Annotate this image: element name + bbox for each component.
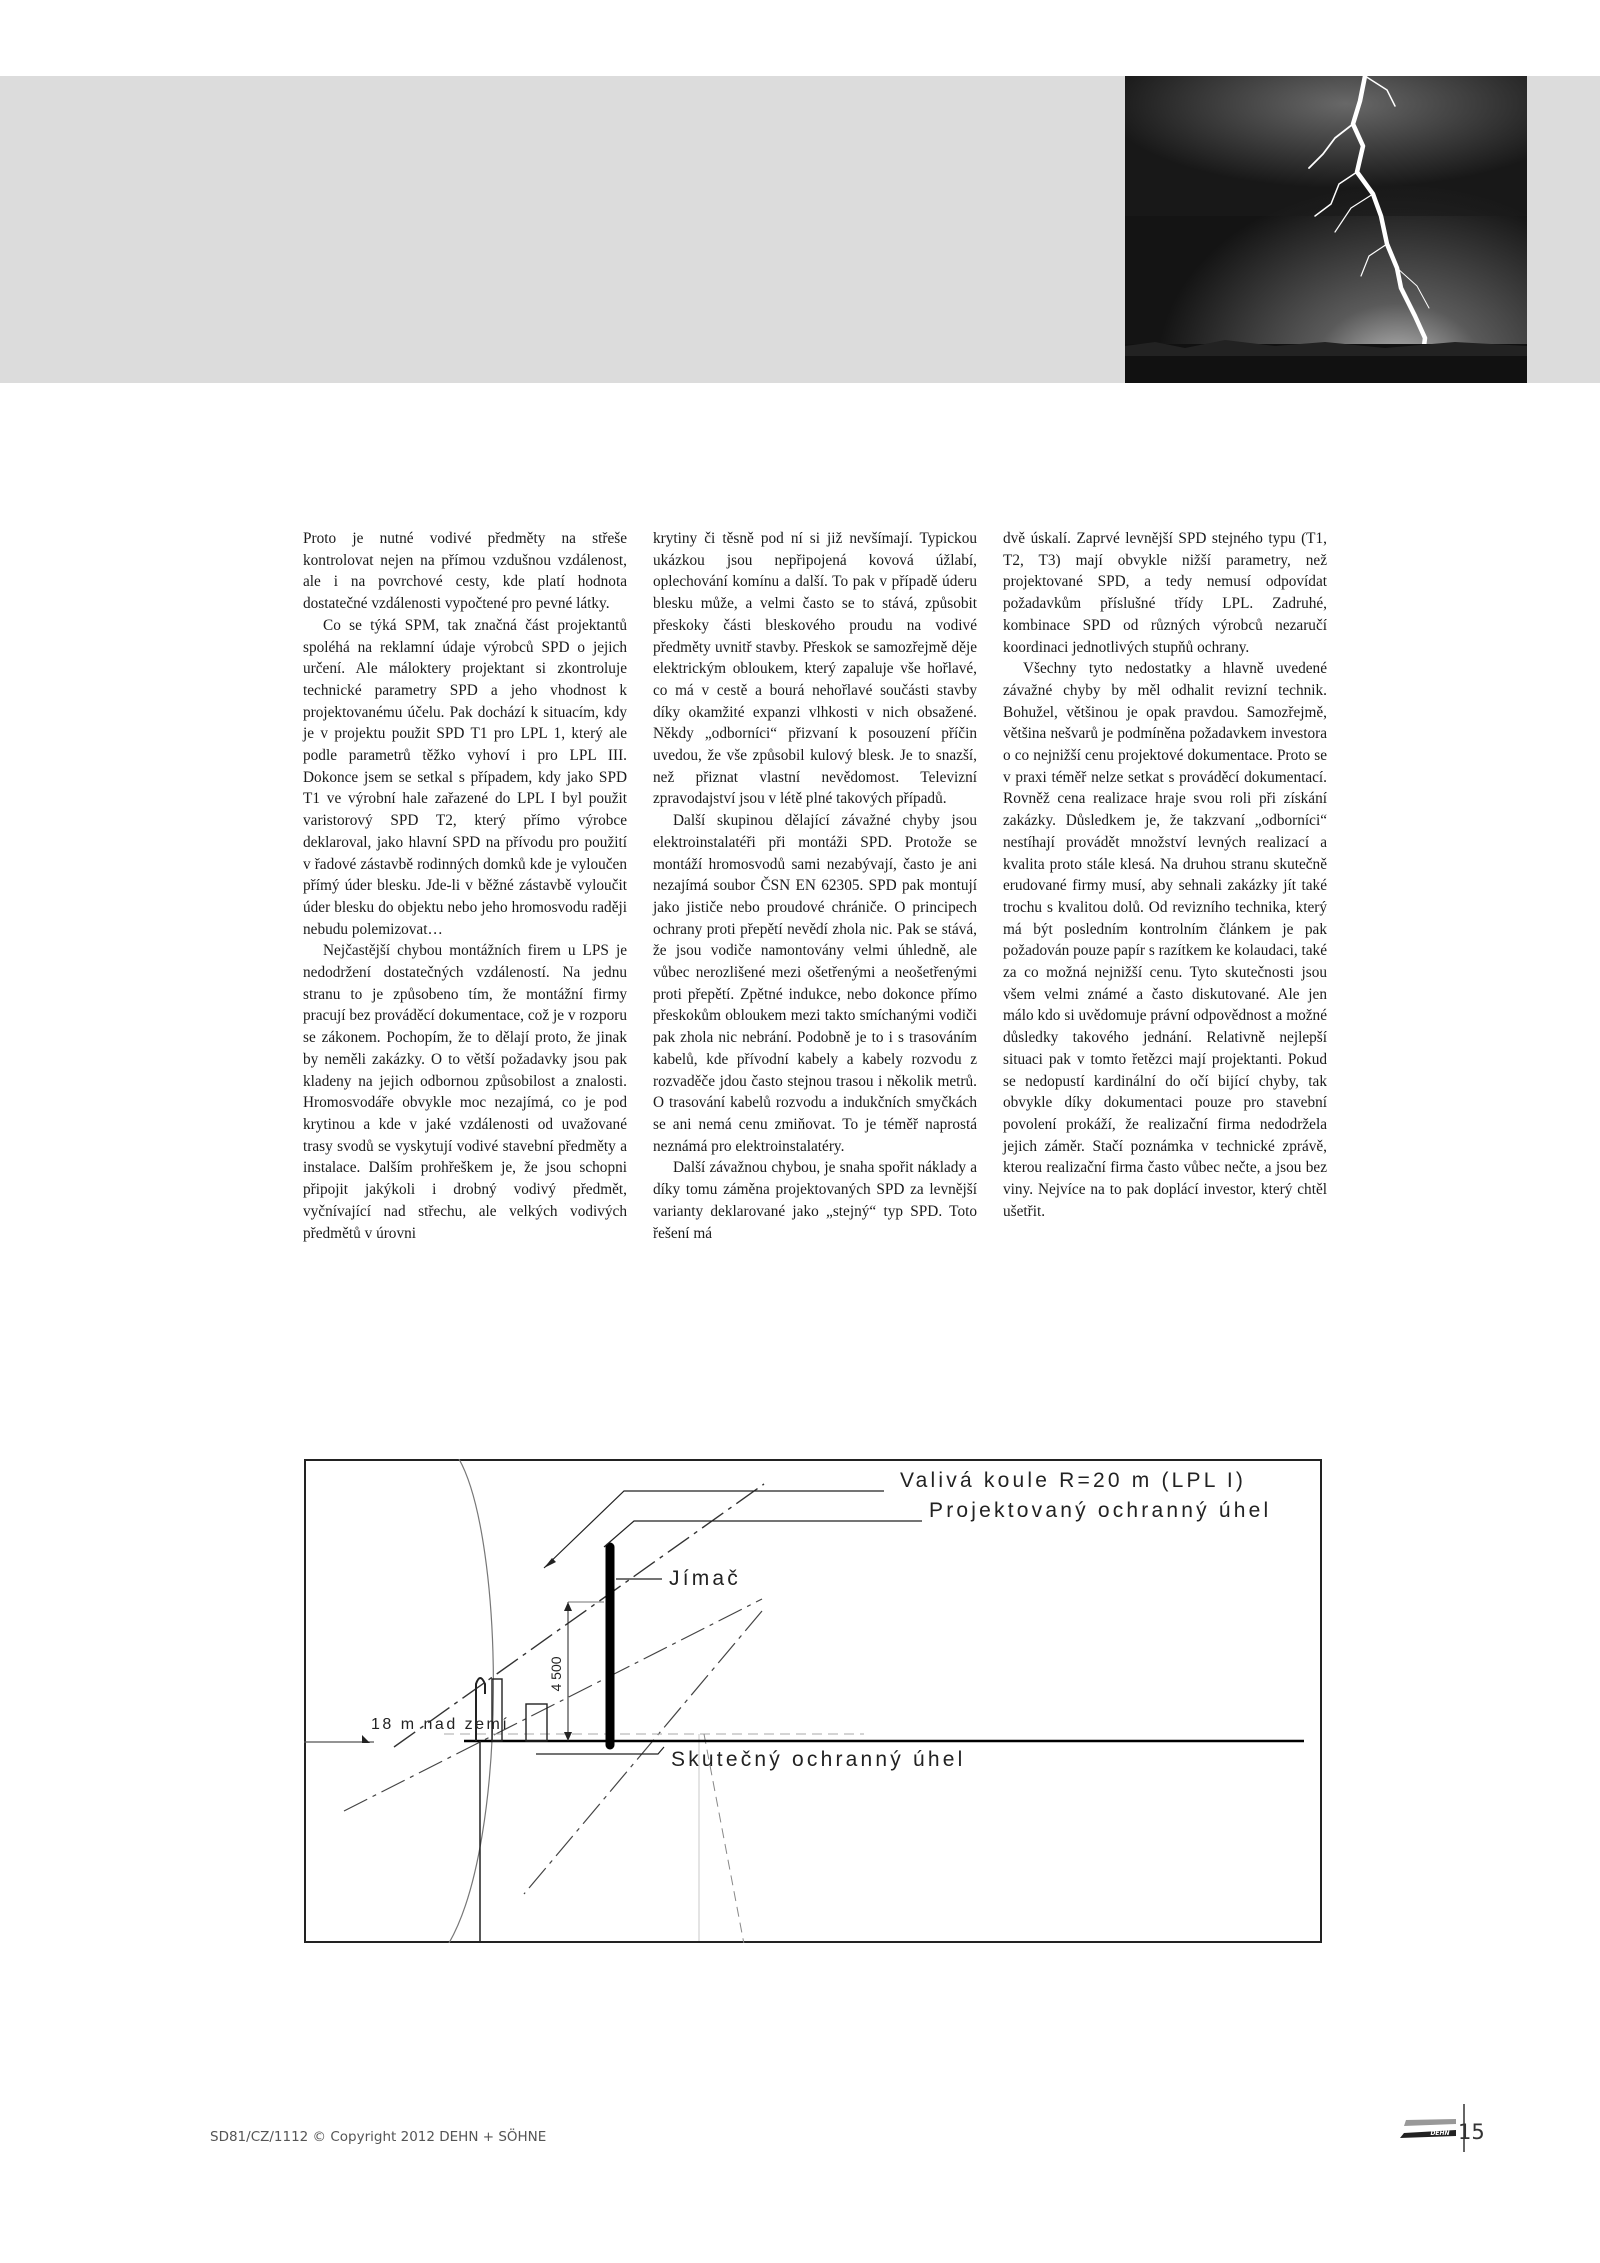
footer-copyright: SD81/CZ/1112 © Copyright 2012 DEHN + SÖHNE xyxy=(210,2129,547,2145)
label-air-terminal: Jímač xyxy=(669,1567,742,1590)
text-column-3 xyxy=(1003,528,1327,1223)
text-column-2 xyxy=(653,528,977,1244)
lightning-photo xyxy=(1125,76,1527,383)
label-rolling-sphere: Valivá koule R=20 m (LPL I) xyxy=(900,1469,1247,1492)
paragraph: Co se týká SPM, tak značná část projektantů spoléhá na reklamní údaje výrobců SPD o jejich určení. Ale máloktery projektant si zkontroluje technické parametry SPD a jeho vhodnost k projektovanému účelu. Pak dochází k situacím, kdy je v projektu použit SPD T1 pro LPL 1, který ale podle parametrů těžko vyhoví i pro LPL III. Dokonce jsem se setkal s případem, kdy jako SPD T1 ve výrobní hale zařazené do LPL I byl použit varistorový SPD T2, který přímo výrobce deklaroval, jako hlavní SPD na přívodu pro použití v řadové zástavbě rodinných domků kde je vyloučen přímý úder blesku. Jde-li v běžné zástavbě vyloučit úder blesku do objektu nebo jeho hromosvodu raději nebudu polemizovat… xyxy=(303,616,627,938)
dehn-logo-text: DEHN xyxy=(1430,2130,1450,2137)
paragraph: Další skupinou dělající závažné chyby jsou elektroinstalatéři při montáži SPD. Protože se montáží hromosvodů sami nezabývají, často je ani nezajímá soubor ČSN EN 62305. SPD pak montují jako jističe nebo proudové chrániče. O principech ochrany proti přepětí nevědí zhola nic. Pak se stává, že jsou vodiče namontovány velmi úhledně, ale vůbec nerozlišené mezi ošetřenými a neošetřenými proti přepětí. Zpětné indukce, nebo dokonce přímo přeskokům obloukem mezi takto smíchanými vodiči pak zhola nic nebrání. Podobně je to i s trasováním kabelů, kde přívodní kabely a kabely rozvodu z rozvaděče jdou často stejnou trasou i několik metrů. O trasování kabelů rozvodu a indukčních smyčkách se ani nemá cenu zmiňovat. To je téměř naprostá neznámá pro elektroinstalatéry. xyxy=(653,812,977,1155)
label-height: 18 m nad zemí xyxy=(371,1716,510,1733)
dimension-label: 4 500 xyxy=(548,1656,564,1692)
paragraph: krytiny či těsně pod ní si již nevšímají. Typickou ukázkou jsou nepřipojená kovová úžlabí, oplechování komínu a další. To pak v případě úderu blesku může, a velmi často se to stává, způsobit přeskoky části bleskového proudu na vodivé předměty uvnitř stavby. Přeskok se samozřejmě děje elektrickým obloukem, který zapaluje vše hořlavé, co má v cestě a bourá nehořlavé součásti stavby díky okamžité expanzi vlhkosti v nich obsažené. Někdy „odborníci“ přizvaní k posouzení příčin uvedou, že vše způsobil kulový blesk. Je to snazší, než přiznat vlastní nevědomost. Televizní zpravodajství jsou v létě plné takových případů. xyxy=(653,530,977,808)
page-number: 15 xyxy=(1458,2120,1485,2144)
text-column-1 xyxy=(303,528,627,1244)
paragraph: Další závažnou chybou, je snaha spořit náklady a díky tomu záměna projektovaných SPD za levnější varianty deklarované jako „stejný“ typ SPD. Toto řešení má xyxy=(653,1159,977,1242)
label-actual-angle: Skutečný ochranný úhel xyxy=(671,1748,966,1771)
paragraph: Všechny tyto nedostatky a hlavně uvedené závažné chyby by měl odhalit revizní technik. Bohužel, většinou je opak pravdou. Samozřejmě, většina nešvarů je podmíněna požadavkem investora o co nejnižší cenu projektové dokumentace. Proto se v praxi téměř nelze setkat s prováděcí dokumentací. Rovněž cena realizace hraje svou roli při získání zakázky. Důsledkem je, že takzvaní „odborníci“ nestíhají provádět množství levných realizací a kvalita proto stále klesá. Na druhou stranu skutečně erudované firmy musí, aby sehnali zakázky jít také trochu s kvalitou dolů. Od revizního technika, který má být posledním kontrolním článkem je pak požadován pouze papír s razítkem ke kolaudaci, také za co možná nejnižší cenu. Tyto skutečnosti jsou všem velmi známé a často diskutované. Ale jen málo kdo si uvědomuje právní odpovědnost a možné důsledky takového jednání. Relativně nejlepší situaci pak v tomto řetězci mají projektanti. Pokud se nedopustí kardinální do očí bijící chyby, tak obvykle díky dokumentaci pouze pro stavební povolení prokáží, že realizační firma nedodržela jejich záměr. Stačí poznámka v technické zprávě, kterou realizační firma často vůbec nečte, a jsou bez viny. Nejvíce na to pak doplácí investor, který chtěl ušetřit. xyxy=(1003,660,1327,1220)
paragraph: dvě úskalí. Zaprvé levnější SPD stejného typu (T1, T2, T3) mají obvykle nižší parametry, než projektované SPD, a tedy nemusí odpovídat požadavkům příslušné třídy LPL. Zadruhé, kombinace SPD od různých výrobců nezaručí koordinaci jednotlivých stupňů ochrany. xyxy=(1003,530,1327,656)
paragraph: Proto je nutné vodivé předměty na střeše kontrolovat nejen na přímou vzdušnou vzdálenost, ale i na povrchové cesty, kde platí hodnota dostatečné vzdálenosti vypočtené pro pevné látky. xyxy=(303,530,627,613)
diagram-frame xyxy=(305,1460,1321,1942)
label-projected-angle: Projektovaný ochranný úhel xyxy=(929,1499,1272,1522)
paragraph: Nejčastější chybou montážních firem u LPS je nedodržení dostatečných vzdáleností. Na jednu stranu to je způsobeno tím, že montážní firmy pracují bez prováděcí dokumentace, což je v rozporu se zákonem. Pochopím, že to dělají proto, že jinak by neměli zakázky. O to větší požadavky jsou pak kladeny na jejich odbornou způsobilost a znalosti. Hromosvodáře obvykle moc nezajímá, co je pod krytinou a kde v jaké vzdálenosti od uvažované trasy svodů se vyskytují vodivé stavební předměty a instalace. Dalším prohřeškem je, že jsou schopni připojit jakýkoli i drobný vodivý předmět, vyčnívající nad střechu, ale velkých vodivých předmětů v úrovni xyxy=(303,942,627,1242)
protection-angle-diagram xyxy=(304,1459,1322,1943)
dehn-logo xyxy=(1390,2102,1468,2154)
